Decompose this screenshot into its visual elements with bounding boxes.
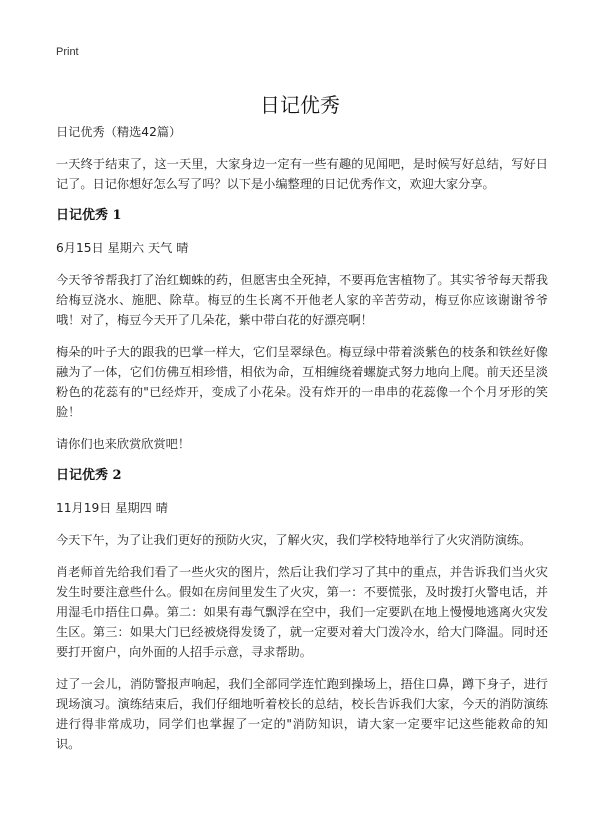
entry-date: 11月19日 星期四 晴 <box>56 501 168 515</box>
intro-subtitle: 日记优秀（精选42篇） <box>56 125 182 139</box>
entry-paragraph: 今天爷爷帮我打了治红蜘蛛的药，但愿害虫全死掉，不要再危害植物了。其实爷爷每天帮我给梅豆浇水、施肥、除草。梅豆的生长离不开他老人家的辛苦劳动，梅豆你应该谢谢爷爷哦！对了，梅豆今天开了几朵花，紫中带白花的好漂亮啊！ <box>56 273 548 327</box>
intro-paragraph: 一天终于结束了，这一天里，大家身边一定有一些有趣的见闻吧，是时候写好总结，写好日记了。日记你想好怎么写了吗？以下是小编整理的日记优秀作文，欢迎大家分享。 <box>56 157 548 191</box>
document-body <box>56 122 548 766</box>
entry-paragraph: 今天下午，为了让我们更好的预防火灾，了解火灾，我们学校特地举行了火灾消防演练。 <box>56 533 532 547</box>
entry-paragraph: 过了一会儿，消防警报声响起，我们全部同学连忙跑到操场上，捂住口鼻，蹲下身子，进行现场演习。演练结束后，我们仔细地听着校长的总结，校长告诉我们大家，今天的消防演练进行得非常成功，同学们也掌握了一定的"消防知识，请大家一定要牢记这些能救命的知识。 <box>56 677 548 751</box>
entry-paragraph: 肖老师首先给我们看了一些火灾的图片，然后让我们学习了其中的重点，并告诉我们当火灾发生时要注意些什么。假如在房间里发生了火灾，第一：不要慌张，及时拨打火警电话，并用湿毛巾捂住口鼻。第二：如果有毒气飘浮在空中，我们一定要趴在地上慢慢地逃离火灾发生区。第三：如果大门已经被烧得发烫了，就一定要对着大门泼冷水，给大门降温。同时还要打开窗户，向外面的人招手示意，寻求帮助。 <box>56 565 548 659</box>
entry-paragraph: 梅朵的叶子大的跟我的巴掌一样大，它们呈翠绿色。梅豆绿中带着淡紫色的枝条和铁丝好像融为了一体，它们仿佛互相珍惜，相依为命，互相缠绕着螺旋式努力地向上爬。前天还呈淡粉色的花蕊有的"已经炸开，变成了小花朵。没有炸开的一串串的花蕊像一个个月牙形的笑脸！ <box>56 345 548 419</box>
print-label: Print <box>56 46 79 58</box>
entry-date: 6月15日 星期六 天气 晴 <box>56 241 189 255</box>
entry-heading: 日记优秀 1 <box>56 208 122 223</box>
page-title: 日记优秀 <box>260 93 340 118</box>
entry-heading: 日记优秀 2 <box>56 468 122 483</box>
entry-paragraph: 请你们也来欣赏欣赏吧！ <box>56 437 191 451</box>
